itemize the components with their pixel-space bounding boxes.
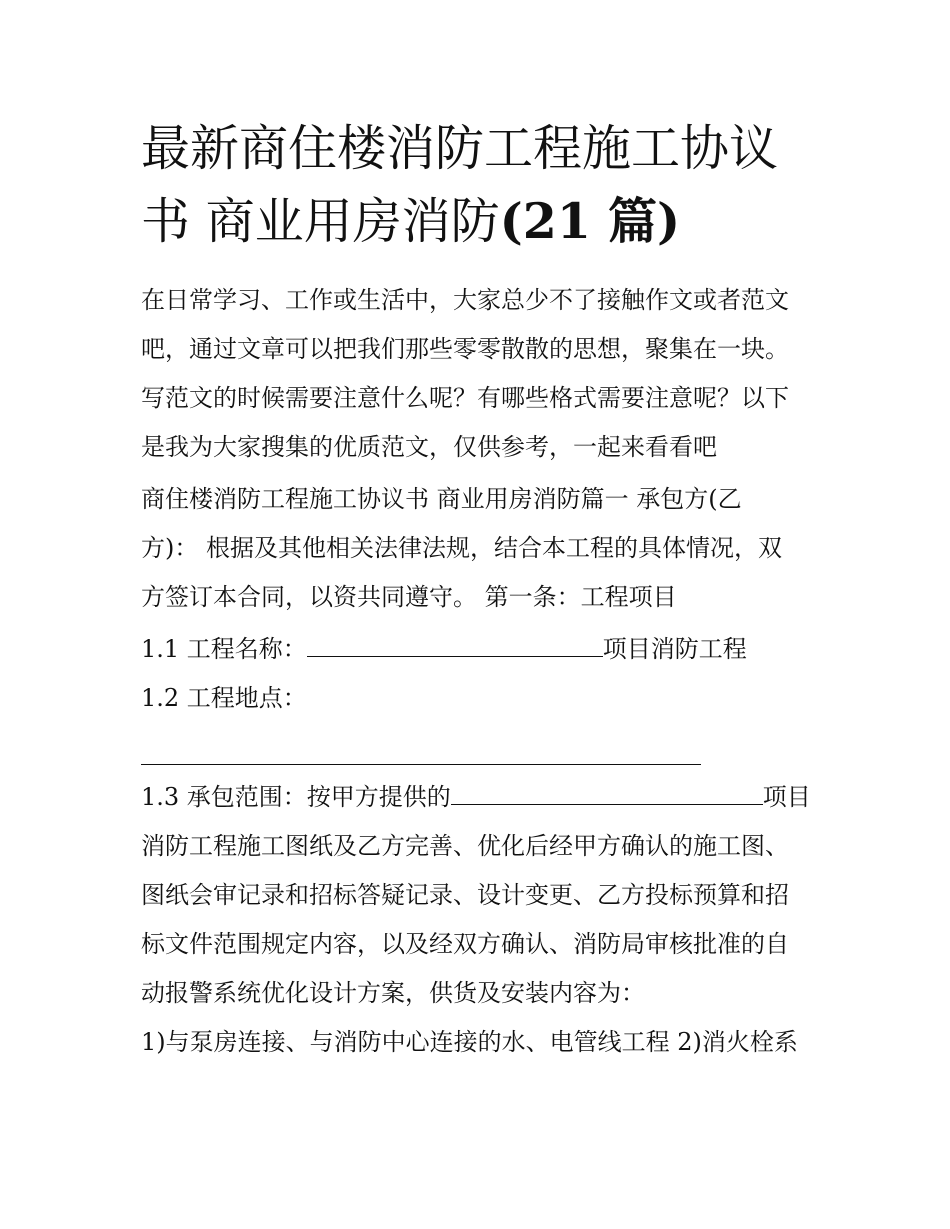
- item-1-1-label: 1.1 工程名称：: [141, 635, 307, 663]
- scope-line: 图纸会审记录和招标答疑记录、设计变更、乙方投标预算和招: [141, 881, 789, 909]
- item-1-2: [141, 674, 821, 723]
- item-1-3-suffix: 项目: [762, 783, 811, 811]
- item-1-3-label: 1.3 承包范围：按甲方提供的: [141, 783, 451, 811]
- section-line: 商住楼消防工程施工协议书 商业用房消防篇一 承包方(乙: [141, 485, 742, 513]
- project-scope-blank: [451, 780, 763, 805]
- project-location-blank: [141, 740, 701, 765]
- intro-line: 是我为大家搜集的优质范文，仅供参考，一起来看看吧: [141, 433, 717, 461]
- title-line-2: 书 商业用房消防: [141, 193, 500, 250]
- document-title: [141, 112, 841, 258]
- title-count: (21: [499, 192, 591, 250]
- item-1-1: [141, 625, 821, 674]
- item-1-3: [141, 773, 821, 822]
- item-1-2-blank-row: [141, 723, 821, 773]
- scope-line: 消防工程施工图纸及乙方完善、优化后经甲方确认的施工图、: [141, 832, 789, 860]
- section-line: 方)： 根据及其他相关法律法规，结合本工程的具体情况，双: [141, 534, 782, 562]
- intro-line: 吧，通过文章可以把我们那些零零散散的思想，聚集在一块。: [141, 335, 789, 363]
- intro-line: 写范文的时候需要注意什么呢？有哪些格式需要注意呢？以下: [141, 384, 789, 412]
- item-1-2-label: 1.2 工程地点：: [141, 684, 307, 712]
- intro-line: 在日常学习、工作或生活中，大家总少不了接触作文或者范文: [141, 286, 789, 314]
- scope-line: 标文件范围规定内容，以及经双方确认、消防局审核批准的自: [141, 930, 789, 958]
- title-count-suffix: 篇): [590, 192, 681, 250]
- item-1-1-suffix: 项目消防工程: [602, 635, 747, 663]
- section-line: 方签订本合同，以资共同遵守。 第一条：工程项目: [141, 583, 677, 611]
- last-line: 1)与泵房连接、与消防中心连接的水、电管线工程 2)消火栓系: [141, 1028, 798, 1056]
- title-line-1: 最新商住楼消防工程施工协议: [141, 120, 779, 177]
- scope-line: 动报警系统优化设计方案，供货及安装内容为：: [141, 979, 645, 1007]
- project-name-blank: [307, 632, 603, 657]
- document-body: [141, 276, 821, 1067]
